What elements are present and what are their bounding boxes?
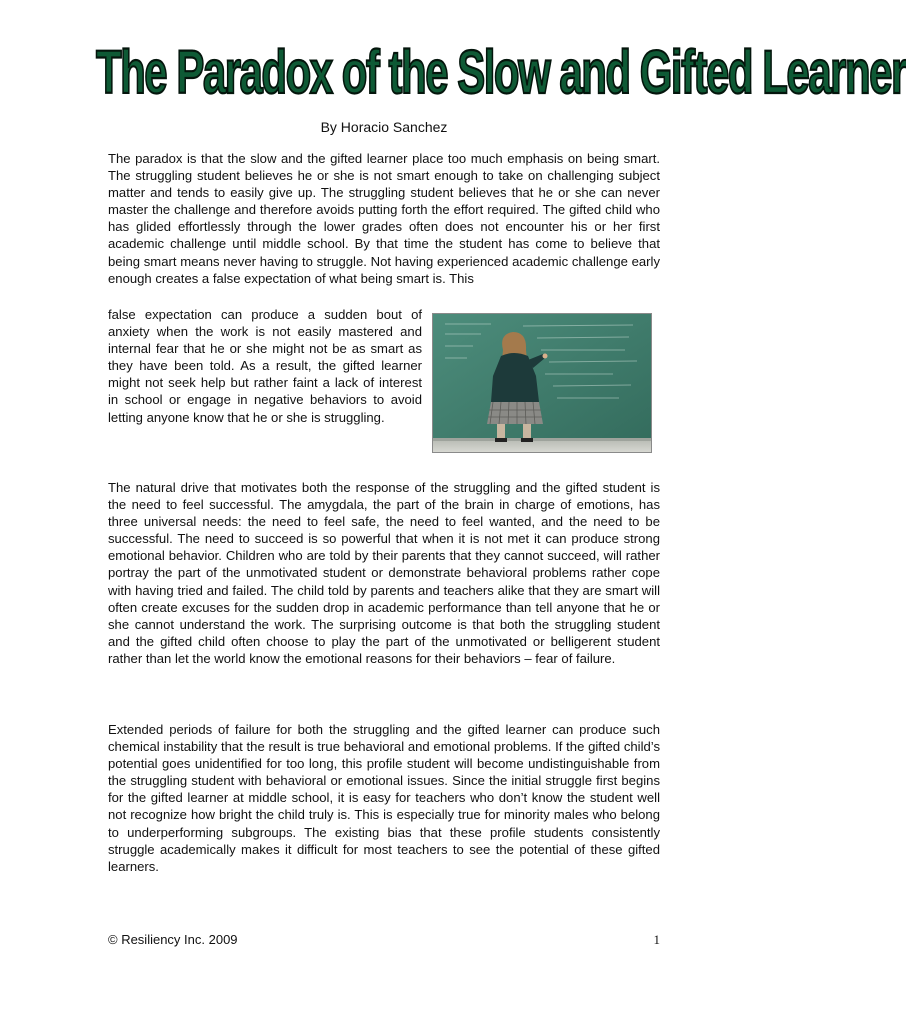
copyright-footer: © Resiliency Inc. 2009 [108,932,238,947]
page-title: The Paradox of the Slow and Gifted Learner [96,38,906,107]
byline: By Horacio Sanchez [320,119,448,135]
student-at-chalkboard-photo [432,313,652,453]
paragraph-3: Extended periods of failure for both the struggling and the gifted learner can produce such chemical instability that the result is true behavioral and emotional problems. If the gifted child’s potential goes unidentified for too long, this profile student will become undistinguishable from the struggling student with behavioral or emotional issues. Since the initial struggle first begins for the gifted learner at middle school, it is easy for teachers who don’t know the student well not recognize how bright the child truly is. This is especially true for minority males who belong to underperforming subgroups. The existing bias that these profile students consistently struggle academically makes it difficult for most teachers to see the potential of these gifted learners. [108,722,660,874]
paragraph-2: The natural drive that motivates both the response of the struggling and the gifted student is the need to feel successful. The amygdala, the part of the brain in charge of emotions, has three universal needs: the need to feel safe, the need to feel wanted, and the need to be successful. The need to succeed is so powerful that when it is not met it can produce strong emotional behavior. Children who are told by their parents that they cannot succeed, will rather portray the part of the unmotivated student or demonstrate behavioral problems rather cope with having tried and failed. The child told by parents and teachers alike that they are smart will often create excuses for the sudden drop in academic performance than tell anyone that he or she cannot understand the work. The surprising outcome is that both the struggling student and the gifted child often choose to play the part of the unmotivated or belligerent student rather than let the world know the emotional reasons for their behaviors – fear of failure. [108,480,660,666]
paragraph-1-wrapped: false expectation can produce a sudden bout of anxiety when the work is not easily mastered and internal fear that he or she might not be as smart as they have been told. As a result, the gifted learner might not seek help but rather faint a lack of interest in school or engage in negative behaviors to avoid letting anyone know that he or she is struggling. [108,307,422,425]
page-number: 1 [653,932,660,947]
paragraph-1: The paradox is that the slow and the gifted learner place too much emphasis on being smart. The struggling student believes he or she is not smart enough to take on challenging subject matter and tends to easily give up. The struggling student believes that he or she can never master the challenge and therefore avoids putting forth the effort required. The gifted child who has glided effortlessly through the lower grades often does not encounter his or her first academic challenge until middle school. By that time the student has come to believe that being smart means never having to struggle. Not having experienced academic challenge early enough creates a false expectation of what being smart is. This [108,151,660,286]
